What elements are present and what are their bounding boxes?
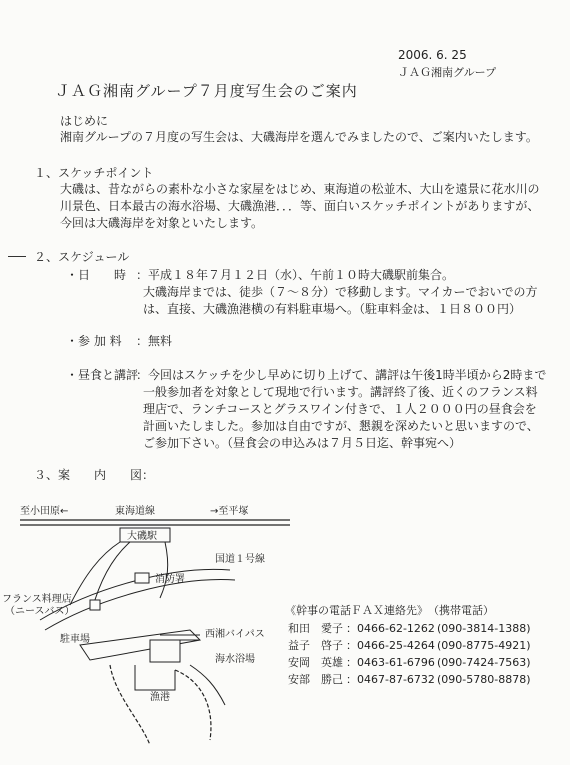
intro-heading: はじめに <box>60 114 109 128</box>
contacts-heading: 《幹事の電話ＦＡＸ連絡先》 （携帯電話） <box>285 604 494 617</box>
sketch-heading: １、スケッチポイント <box>34 166 154 180</box>
fire-station-mark <box>135 573 149 583</box>
map-label-odawara: 至小田原← <box>20 506 69 517</box>
map-label-beach: 海水浴場 <box>215 654 255 665</box>
contact-tel: ：0466-62-1262 <box>346 622 435 635</box>
lunch-line: 理店で、ランチコースとグラスワイン付きで、１人２０００円の昼食会を <box>143 402 537 416</box>
map-label-parking: 駐車場 <box>60 634 90 645</box>
lunch-line: 計画いたしました。参加は自由ですが、懇親を深めたいと思いますので、 <box>143 419 539 433</box>
sketch-line: 川景色、日本最古の海水浴場、大磯漁港．．．等、面白いスケッチポイントがありますが、 <box>60 199 540 213</box>
date-line: ：平成１８年７月１２日（水）、午前１０時大磯駅前集合。 <box>136 268 455 282</box>
guide-map <box>0 470 300 765</box>
contact-name: 和田 愛子 <box>288 622 343 635</box>
map-heading: ３、案 内 図： <box>34 468 155 482</box>
map-label-route1: 国道１号線 <box>215 554 265 565</box>
map-label-fire: 消防署 <box>155 574 185 585</box>
date-line: は、直接、大磯漁港横の有料駐車場へ。（駐車料金は、１日８００円） <box>143 302 522 316</box>
lunch-label: ・昼食と講評 <box>66 368 139 382</box>
map-label-restaurant-sub: （ニースバス） <box>5 606 75 617</box>
map-label-station: 大磯駅 <box>127 531 157 542</box>
contact-tel: ：0467-87-6732 <box>346 673 435 686</box>
contact-mobile: (090-5780-8878) <box>437 673 531 686</box>
contact-mobile: (090-3814-1388) <box>437 622 531 635</box>
shoreline <box>110 665 150 745</box>
road <box>70 542 120 605</box>
road <box>160 542 168 598</box>
contact-mobile: (090-8775-4921) <box>437 639 531 652</box>
document-title: ＪＡＧ湘南グループ７月度写生会のご案内 <box>55 82 358 100</box>
contact-name: 安部 勝己 <box>288 673 343 686</box>
map-label-bypass: 西湘バイパス <box>205 629 265 640</box>
lunch-line: ：今回はスケッチを少し早めに切り上げて、講評は午後1時半頃から2時まで <box>136 368 547 382</box>
fee-value: ：無料 <box>136 334 173 348</box>
intro-text: 湘南グループの７月度の写生会は、大磯海岸を選んでみましたので、ご案内いたします。 <box>60 130 538 144</box>
date-label: ・日 時 <box>66 268 127 282</box>
shoreline <box>175 670 211 740</box>
restaurant-mark <box>90 600 100 610</box>
document-date: 2006. 6. 25 <box>398 48 467 62</box>
contact-tel: ：0466-25-4264 <box>346 639 435 652</box>
map-label-restaurant: フランス料理店 <box>2 594 72 605</box>
map-label-tokaido: 東海道線 <box>115 506 155 517</box>
lunch-line: ご参加下さい。（昼食会の申込みは７月５日迄、幹事宛へ） <box>143 436 462 450</box>
route-1-road <box>45 580 235 630</box>
sketch-line: 大磯は、昔ながらの素朴な小さな家屋をはじめ、東海道の松並木、大山を遠景に花水川の <box>60 182 540 196</box>
port-breakwater <box>135 665 175 690</box>
sketch-line: 今回は大磯海岸を対象といたします。 <box>60 216 264 230</box>
beach-edge <box>190 665 225 705</box>
map-label-hiratsuka: →至平塚 <box>210 506 249 517</box>
margin-mark <box>8 256 26 257</box>
contact-tel: ：0463-61-6796 <box>346 656 435 669</box>
parking-lot <box>150 640 180 662</box>
contact-name: 益子 啓子 <box>288 639 343 652</box>
contact-mobile: (090-7424-7563) <box>437 656 531 669</box>
map-label-port: 漁港 <box>150 692 170 703</box>
organization-name: ＪＡＧ湘南グループ <box>398 66 497 79</box>
fee-label: ・参 加 料 <box>66 334 122 348</box>
schedule-heading: ２、スケジュール <box>34 250 130 264</box>
contact-name: 安岡 英雄 <box>288 656 343 669</box>
date-line: 大磯海岸までは、徒歩（７～８分）で移動します。マイカーでおいでの方 <box>143 285 538 299</box>
lunch-line: 一般参加者を対象として現地で行います。講評終了後、近くのフランス料 <box>143 385 538 399</box>
